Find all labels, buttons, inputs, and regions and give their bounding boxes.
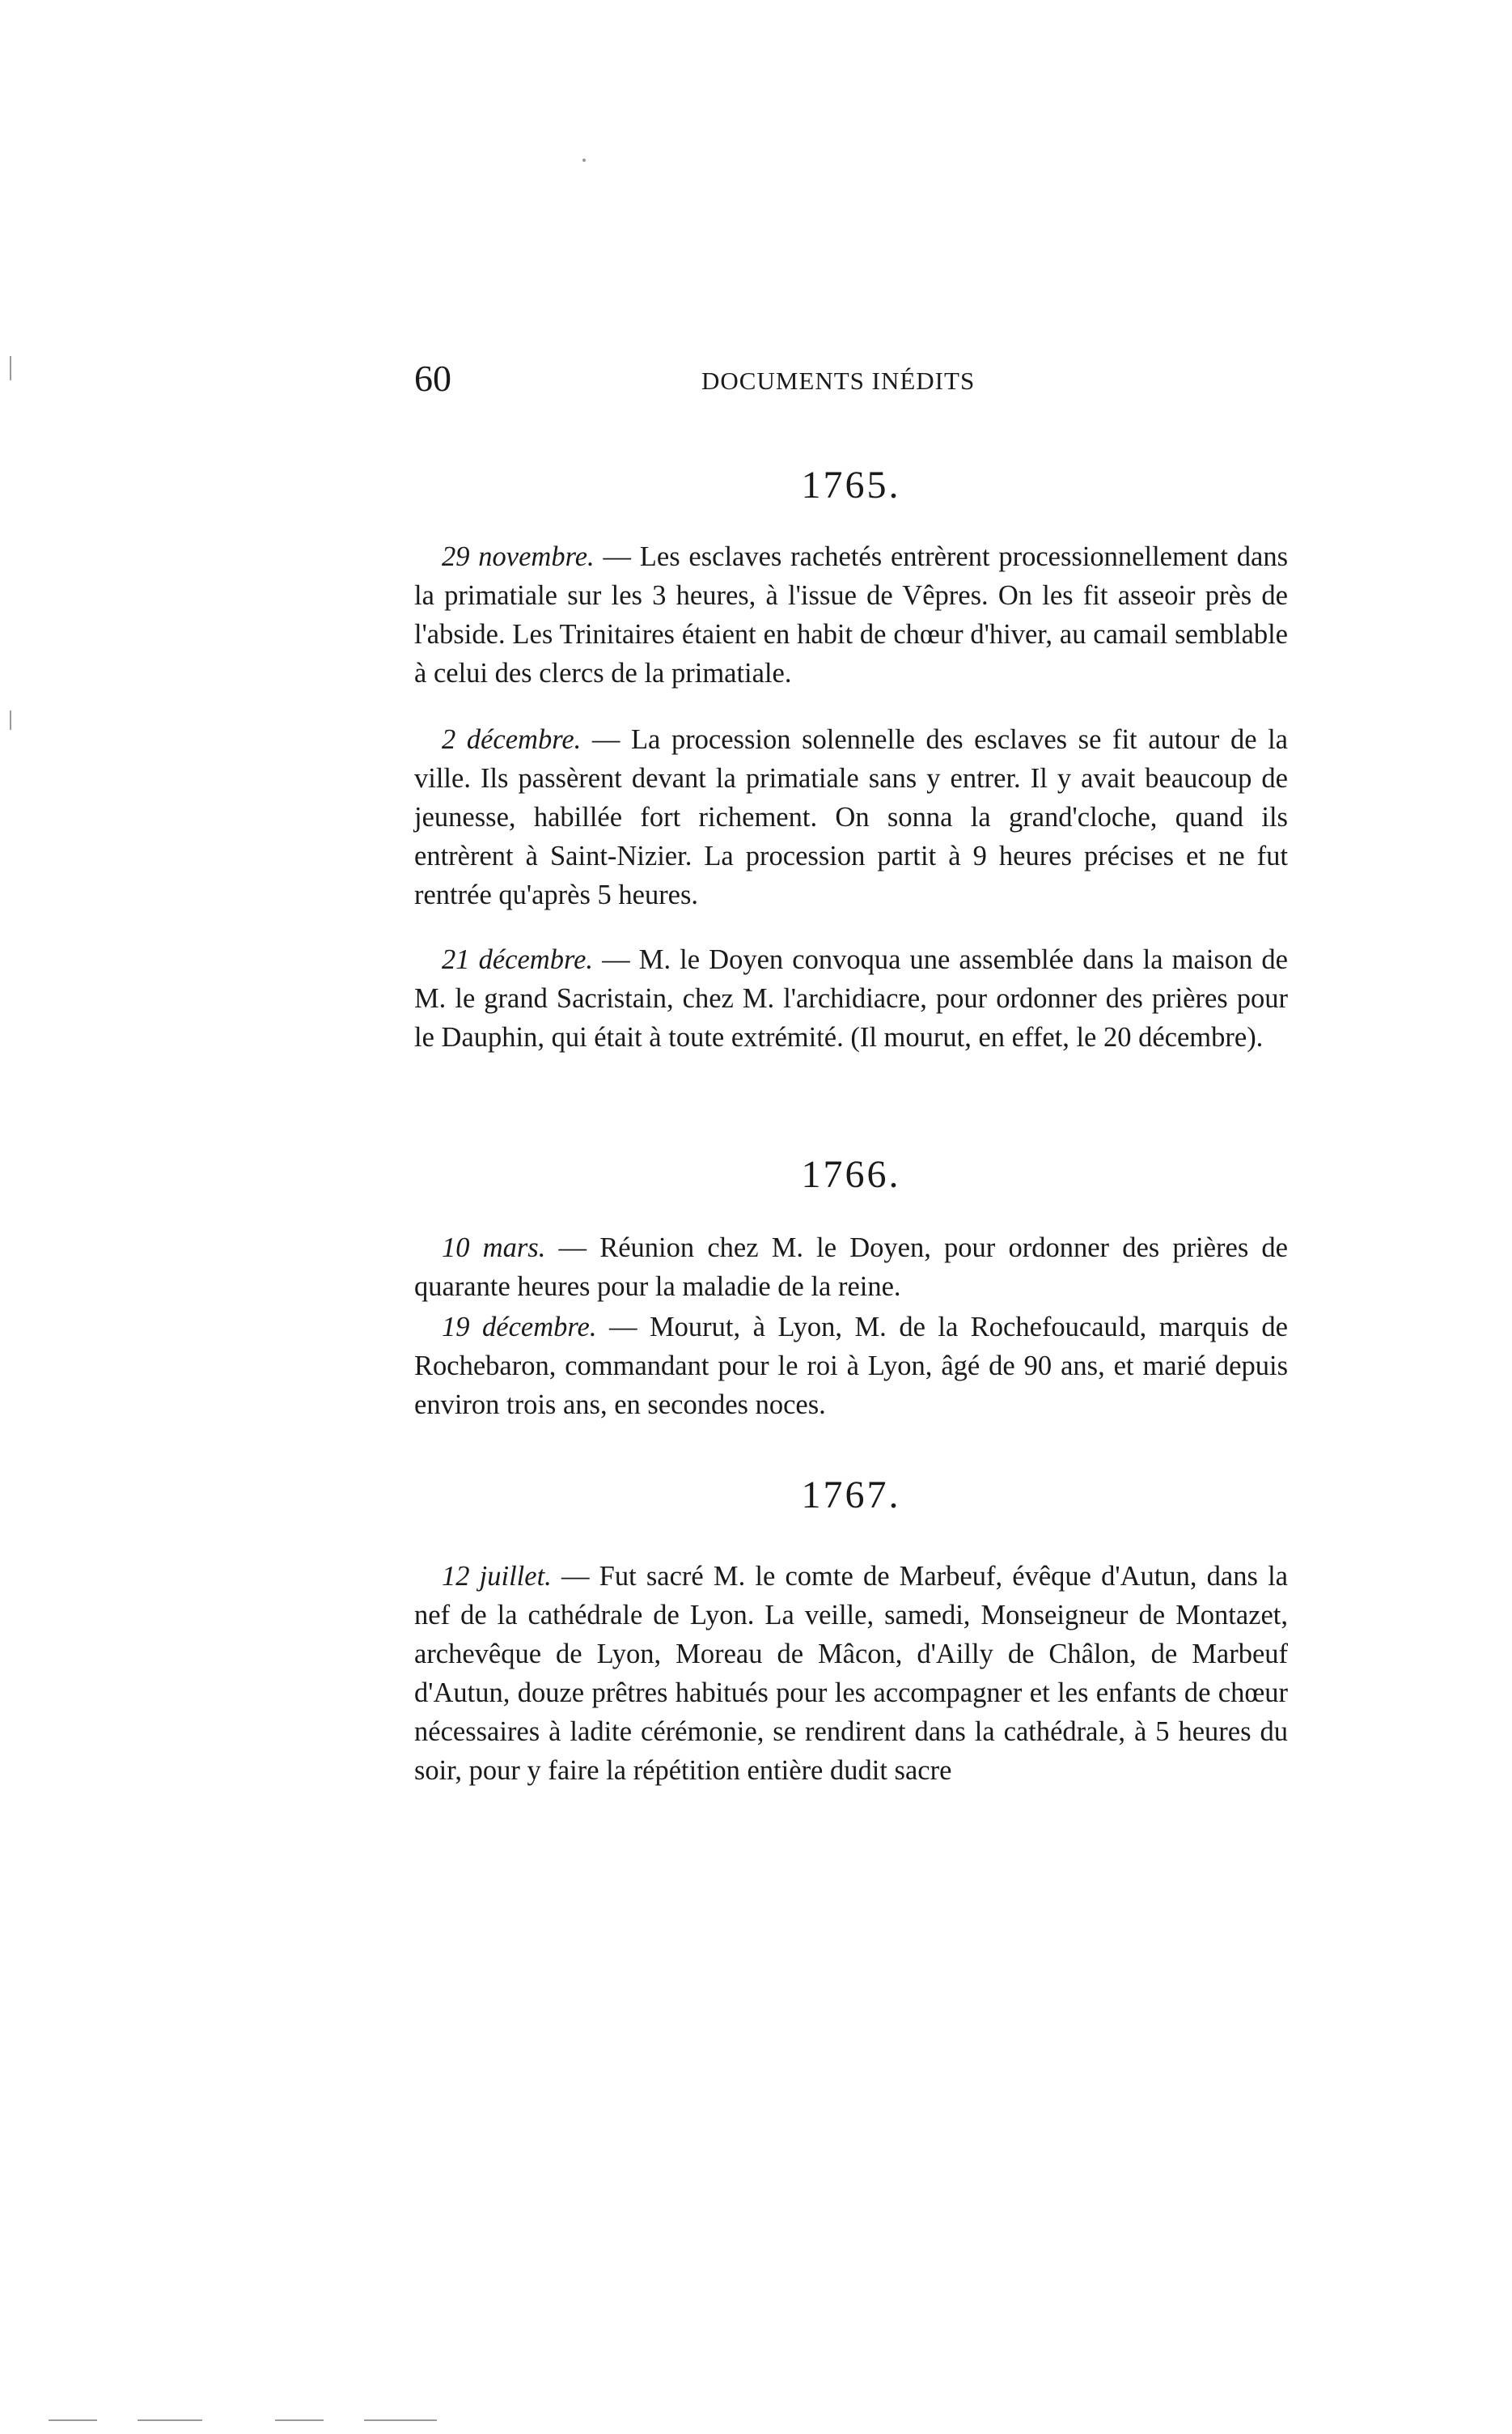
entry-12-juillet bbox=[414, 1557, 1288, 1790]
scan-margin-mark bbox=[10, 710, 11, 730]
scan-margin-mark bbox=[10, 356, 11, 380]
entry-text: — Réunion chez M. le Doyen, pour ordonner des prières de quarante heures pour la maladie de la reine. bbox=[414, 1232, 1288, 1302]
entry-date: 12 juillet. bbox=[442, 1561, 552, 1592]
entry-date: 10 mars. bbox=[442, 1232, 546, 1263]
page-number: 60 bbox=[414, 358, 451, 399]
entry-text: — Fut sacré M. le comte de Marbeuf, évêque d'Autun, dans la nef de la cathédrale de Lyon. La veille, samedi, Monseigneur de Montazet, archevêque de Lyon, Moreau de Mâcon, d'Ailly de Châlon, de Marbeuf d'Autun, douze prêtres habitués pour les accompagner et les enfants de chœur nécessaires à ladite cérémonie, se rendirent dans la cathédrale, à 5 heures du soir, pour y faire la répétition entière dudit sacre bbox=[414, 1561, 1288, 1786]
entry-text: — Les esclaves rachetés entrèrent processionnellement dans la primatiale sur les 3 heures, à l'issue de Vêpres. On les fit asseoir près de l'abside. Les Trinitaires étaient en habit de chœur d'hiver, au camail semblable à celui des clercs de la primatiale. bbox=[414, 541, 1288, 689]
entry-text: — M. le Doyen convoqua une assemblée dans la maison de M. le grand Sacristain, chez M. l'archidiacre, pour ordonner des prières pour le Dauphin, qui était à toute extrémité. (Il mourut, en effet, le 20 décembre). bbox=[414, 944, 1288, 1053]
entry-10-mars bbox=[414, 1228, 1288, 1306]
year-heading-1766: 1766. bbox=[801, 1153, 901, 1196]
entry-29-novembre bbox=[414, 537, 1288, 693]
scan-speck bbox=[582, 159, 586, 162]
year-heading-1767: 1767. bbox=[801, 1474, 901, 1516]
scan-bottom-mark bbox=[49, 2419, 97, 2421]
scan-bottom-mark bbox=[275, 2419, 324, 2421]
entry-date: 2 décembre. bbox=[442, 724, 582, 755]
entry-19-decembre bbox=[414, 1308, 1288, 1424]
running-title: DOCUMENTS INÉDITS bbox=[701, 367, 976, 395]
page-header bbox=[414, 354, 1288, 403]
entry-21-decembre bbox=[414, 940, 1288, 1057]
entry-date: 21 décembre. bbox=[442, 944, 594, 975]
year-heading-1765: 1765. bbox=[801, 464, 901, 507]
scan-bottom-mark bbox=[364, 2419, 437, 2421]
scan-bottom-mark bbox=[138, 2419, 202, 2421]
entry-date: 29 novembre. bbox=[442, 541, 595, 572]
entry-text: — La procession solennelle des esclaves se fit autour de la ville. Ils passèrent devant la primatiale sans y entrer. Il y avait beaucoup de jeunesse, habillée fort richement. On sonna la grand'cloche, quand ils entrèrent à Saint-Nizier. La procession partit à 9 heures précises et ne fut rentrée qu'après 5 heures. bbox=[414, 724, 1288, 910]
entry-2-decembre bbox=[414, 720, 1288, 914]
entry-date: 19 décembre. bbox=[442, 1312, 597, 1342]
entry-text: — Mourut, à Lyon, M. de la Rochefoucauld, marquis de Rochebaron, commandant pour le roi à Lyon, âgé de 90 ans, et marié depuis environ trois ans, en secondes noces. bbox=[414, 1312, 1288, 1420]
